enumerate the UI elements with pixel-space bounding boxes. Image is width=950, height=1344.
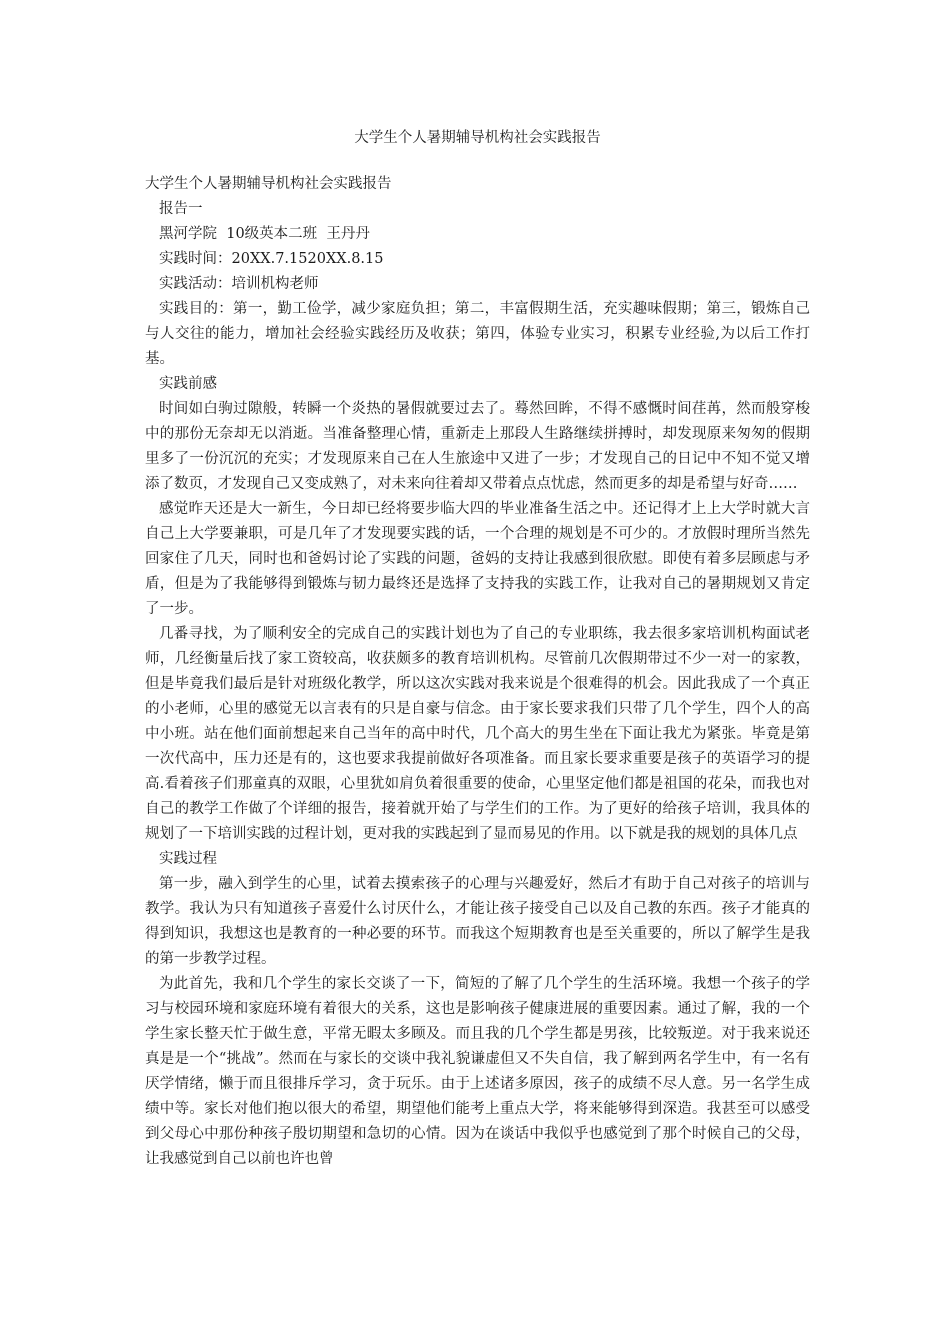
section-heading-process: 实践过程 — [159, 851, 217, 867]
practice-activity: 实践活动：培训机构老师 — [159, 276, 319, 292]
paragraph-1: 时间如白驹过隙般，转瞬一个炎热的暑假就要过去了。蓦然回眸，不得不感慨时间荏苒，然而般穿梭中的那份无奈却无以消逝。当准备整理心情，重新走上那段人生路继续拼搏时，却发现原来匆匆的假期里多了一份沉沉的充实；才发现原来自己在人生旅途中又进了一步；才发现自己的日记中不知不觉又增添了数页，才发现自己又变成熟了，对未来向往着却又带着点点忧虑，然而更多的却是希望与好奇…… — [145, 401, 810, 492]
report-heading: 大学生个人暑期辅导机构社会实践报告 — [145, 176, 392, 192]
section-heading-before: 实践前感 — [159, 376, 217, 392]
report-number: 报告一 — [159, 201, 203, 217]
author-line: 黑河学院 10级英本二班 王丹丹 — [159, 226, 370, 242]
practice-time: 实践时间：20XX.7.1520XX.8.15 — [159, 251, 384, 267]
paragraph-2: 感觉昨天还是大一新生，今日却已经将要步临大四的毕业准备生活之中。还记得才上上大学时就大言自己上大学要兼职，可是几年了才发现要实践的话，一个合理的规划是不可少的。才放假时理所当然先回家住了几天，同时也和爸妈讨论了实践的问题，爸妈的支持让我感到很欣慰。即使有着多层顾虑与矛盾，但是为了我能够得到锻炼与韧力最终还是选择了支持我的实践工作，让我对自己的暑期规划又肯定了一步。 — [145, 501, 810, 617]
paragraph-4: 第一步，融入到学生的心里，试着去摸索孩子的心理与兴趣爱好，然后才有助于自己对孩子的培训与教学。我认为只有知道孩子喜爱什么讨厌什么，才能让孩子接受自己以及自己教的东西。孩子才能真的得到知识，我想这也是教育的一种必要的环节。而我这个短期教育也是至关重要的，所以了解学生是我的第一步教学过程。 — [145, 876, 810, 967]
document-body — [145, 172, 810, 1172]
document-title: 大学生个人暑期辅导机构社会实践报告 — [354, 130, 601, 146]
practice-purpose: 实践目的：第一，勤工俭学，减少家庭负担；第二，丰富假期生活，充实趣味假期；第三，锻炼自己与人交往的能力，增加社会经验实践经历及收获；第四，体验专业实习，积累专业经验,为以后工作打基。 — [145, 301, 810, 367]
paragraph-3: 几番寻找，为了顺利安全的完成自己的实践计划也为了自己的专业职练，我去很多家培训机构面试老师，几经衡量后找了家工资较高，收获颇多的教育培训机构。尽管前几次假期带过不少一对一的家教，但是毕竟我们最后是针对班级化教学，所以这次实践对我来说是个很难得的机会。因此我成了一个真正的小老师，心里的感觉无以言表有的只是自豪与信念。由于家长要求我们只带了几个学生，四个人的高中小班。站在他们面前想起来自己当年的高中时代，几个高大的男生坐在下面让我尤为紧张。毕竟是第一次代高中，压力还是有的，这也要求我提前做好各项准备。而且家长要求重要是孩子的英语学习的提高.看着孩子们那童真的双眼，心里犹如肩负着很重要的使命，心里坚定他们都是祖国的花朵，而我也对自己的教学工作做了个详细的报告，接着就开始了与学生们的工作。为了更好的给孩子培训，我具体的规划了一下培训实践的过程计划，更对我的实践起到了显而易见的作用。以下就是我的规划的具体几点 — [145, 626, 810, 842]
paragraph-5: 为此首先，我和几个学生的家长交谈了一下，简短的了解了几个学生的生活环境。我想一个孩子的学习与校园环境和家庭环境有着很大的关系，这也是影响孩子健康进展的重要因素。通过了解，我的一个学生家长整天忙于做生意，平常无暇太多顾及。而且我的几个学生都是男孩，比较叛逆。对于我来说还真是是一个“挑战”。然而在与家长的交谈中我礼貌谦虚但又不失自信，我了解到两名学生中，有一名有厌学情绪，懒于而且很排斥学习，贪于玩乐。由于上述诸多原因，孩子的成绩不尽人意。另一名学生成绩中等。家长对他们抱以很大的希望，期望他们能考上重点大学，将来能够得到深造。我甚至可以感受到父母心中那份种孩子殷切期望和急切的心情。因为在谈话中我似乎也感觉到了那个时候自己的父母，让我感觉到自己以前也许也曾 — [145, 976, 810, 1167]
